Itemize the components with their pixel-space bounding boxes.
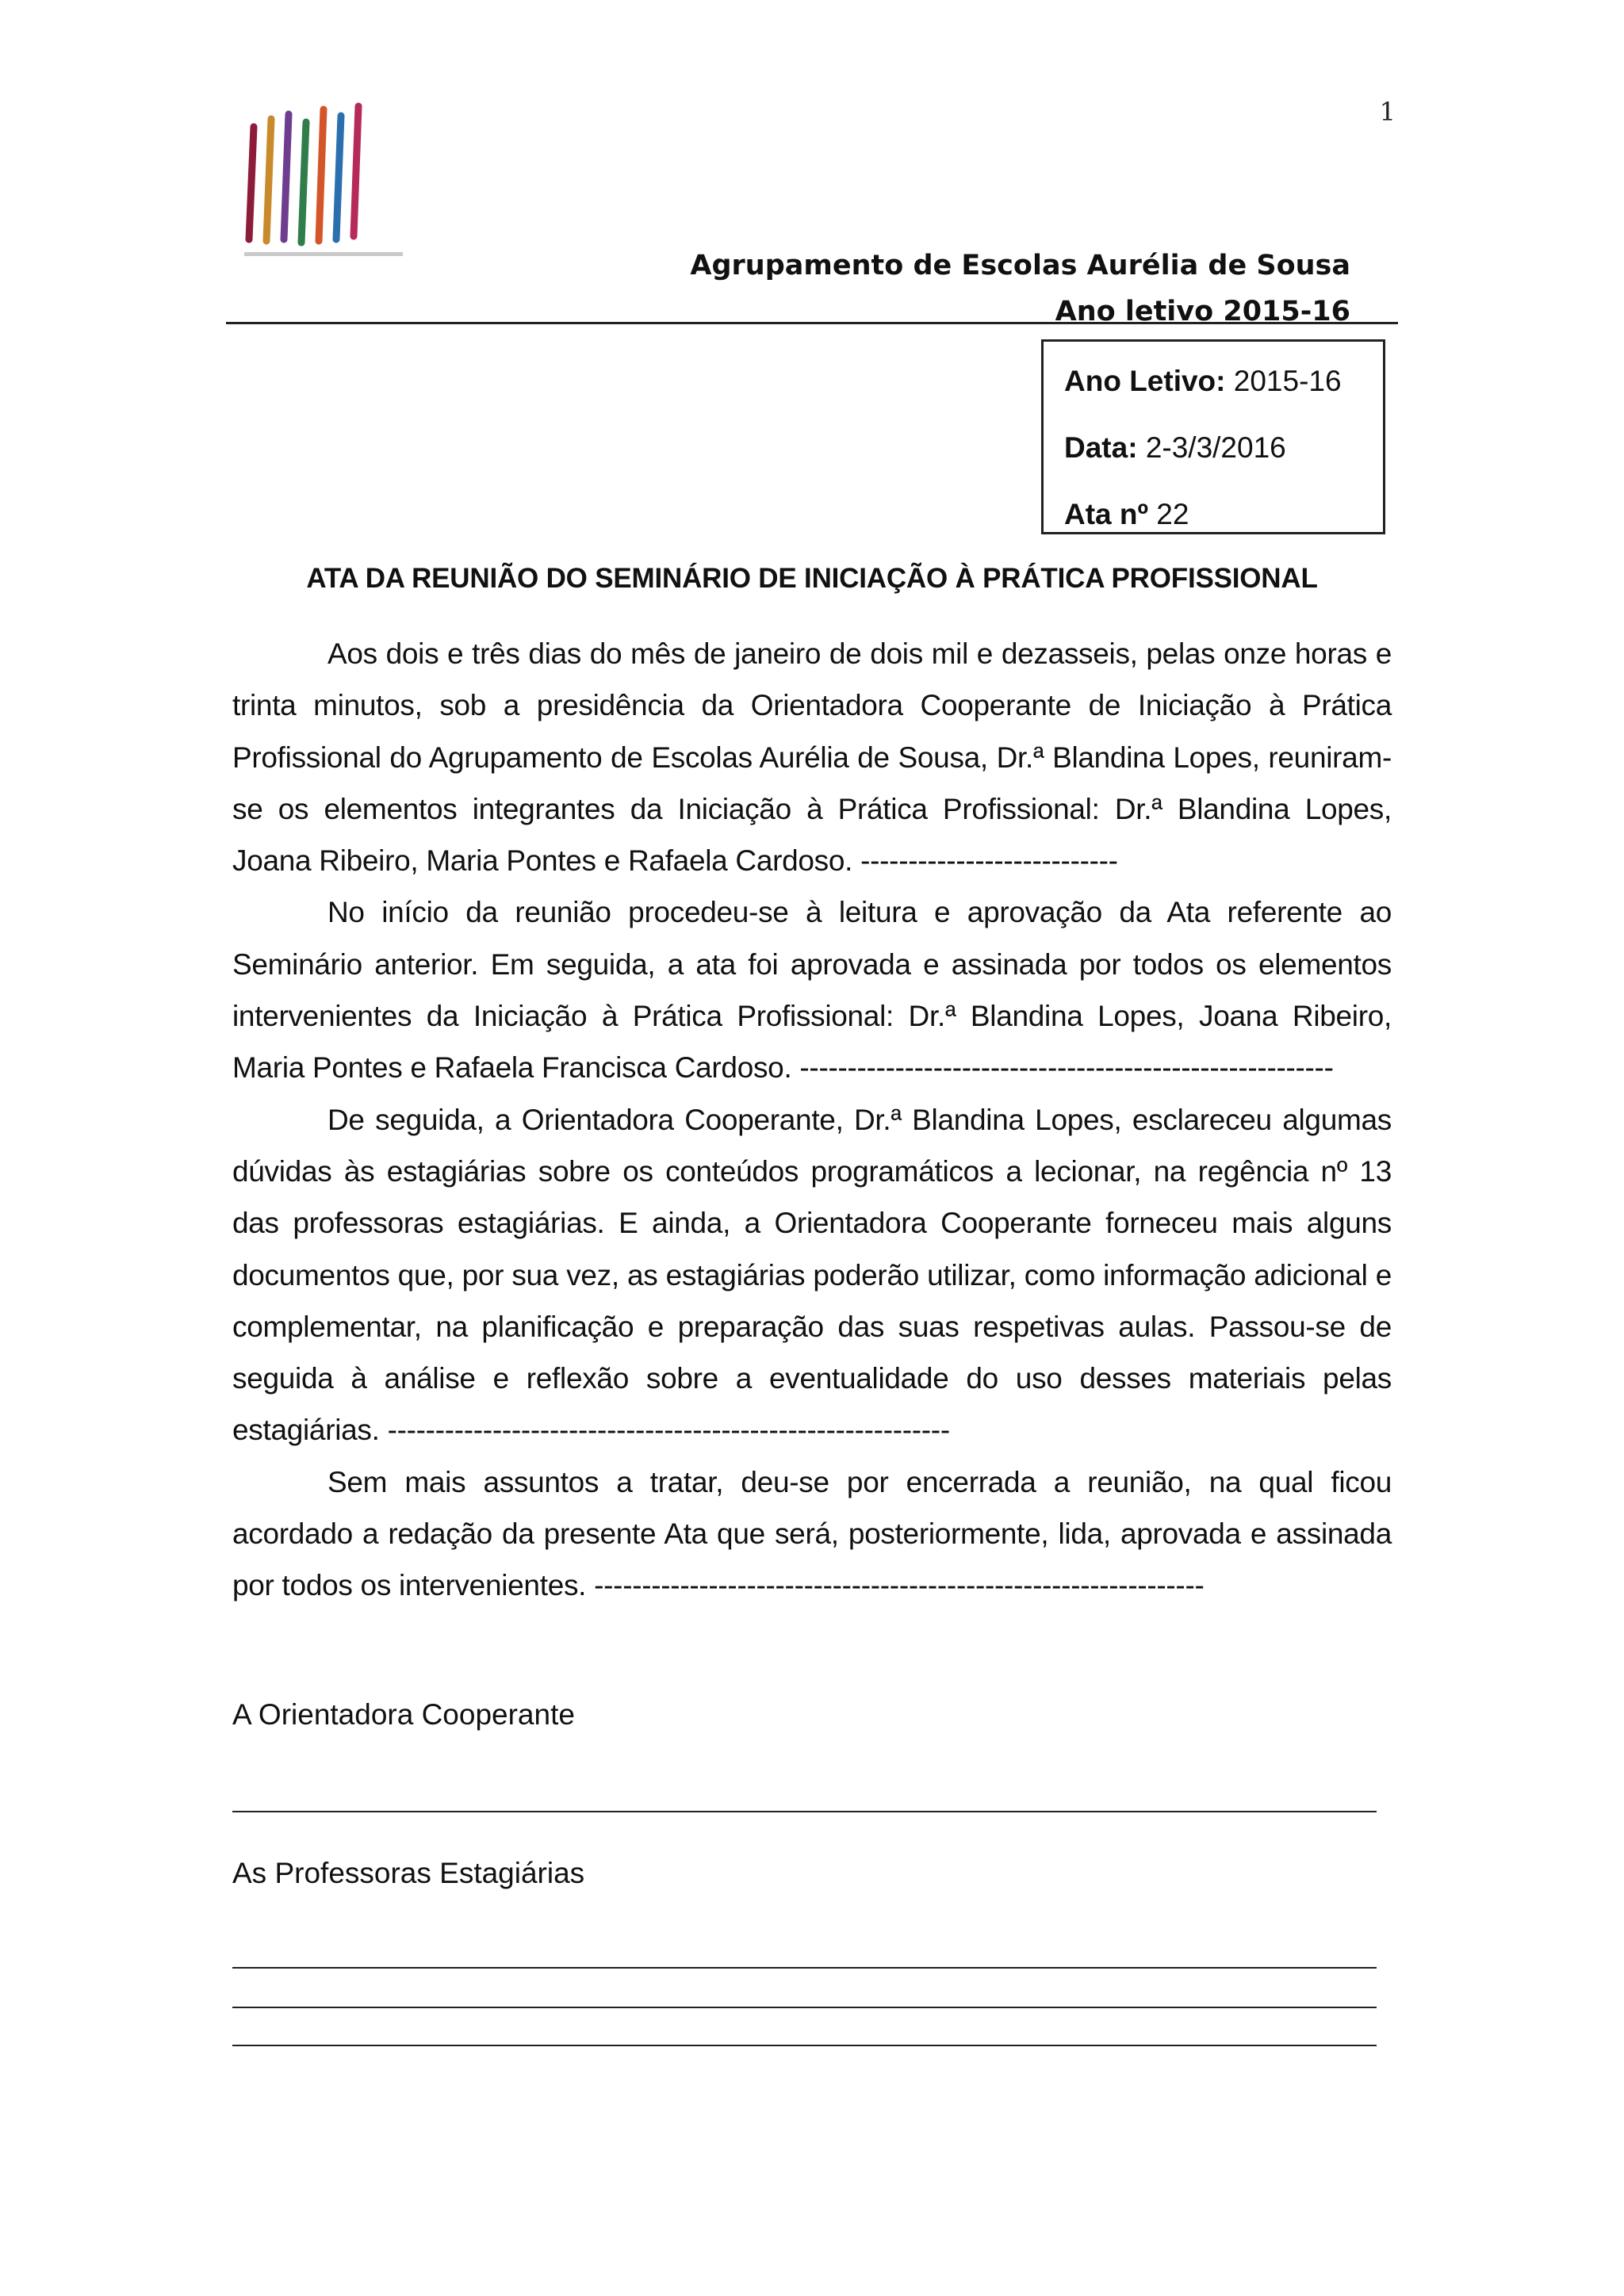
estagiaria-signature-line-1 — [232, 1967, 1377, 1969]
info-ata — [1064, 481, 1383, 548]
logo-stripe — [354, 106, 358, 236]
data-value: 2-3/3/2016 — [1145, 431, 1286, 464]
logo-stripe — [336, 116, 341, 239]
paragraph-opening: Aos dois e três dias do mês de janeiro de dois mil e dezasseis, pelas onze horas e trinta minutos, sob a presidência da Orientadora Cooperante de Iniciação à Prática Profissional do Agrupamento de Escolas Aurélia de Sousa, Dr.ª Blandina Lopes, reuniram-se os elementos integrantes da Iniciação à Prática Profissional: Dr.ª Blandina Lopes, Joana Ribeiro, Maria Pontes e Rafaela Cardoso. --------------------------- — [232, 637, 1392, 878]
ata-label: Ata nº — [1064, 498, 1149, 530]
logo-caption-mark — [244, 252, 403, 256]
estagiarias-signature-label: As Professoras Estagiárias — [232, 1857, 585, 1889]
logo-stripe — [249, 127, 254, 239]
header-divider — [226, 322, 1398, 324]
data-label: Data: — [1064, 431, 1138, 464]
document-title: ATA DA REUNIÃO DO SEMINÁRIO DE INICIAÇÃO À PRÁTICA PROFISSIONAL — [306, 563, 1318, 594]
logo-stripe — [284, 114, 289, 239]
logo-stripe — [301, 122, 306, 243]
header-school-name: Agrupamento de Escolas Aurélia de Sousa — [690, 250, 1350, 281]
header-school-year: Ano letivo 2015-16 — [1055, 296, 1350, 327]
school-logo — [238, 95, 420, 277]
info-ano-letivo — [1064, 348, 1383, 415]
info-data — [1064, 415, 1383, 481]
paragraph-approval: No início da reunião procedeu-se à leitura e aprovação da Ata referente ao Seminário anterior. Em seguida, a ata foi aprovada e assinada por todos os elementos intervenientes da Iniciação à Prática Profissional: Dr.ª Blandina Lopes, Joana Ribeiro, Maria Pontes e Rafaela Francisca Cardoso. -------------------------------------------------------- — [232, 896, 1392, 1085]
ata-value: 22 — [1156, 498, 1189, 530]
page-number: 1 — [1379, 97, 1396, 127]
meeting-info-box — [1041, 339, 1385, 534]
ano-letivo-label: Ano Letivo: — [1064, 365, 1226, 397]
paragraph-discussion: De seguida, a Orientadora Cooperante, Dr.ª Blandina Lopes, esclareceu algumas dúvidas às estagiárias sobre os conteúdos programáticos a lecionar, na regência nº 13 das professoras estagiárias. E ainda, a Orientadora Cooperante forneceu mais alguns documentos que, por sua vez, as estagiárias poderão utilizar, como informação adicional e complementar, na planificação e preparação das suas respetivas aulas. Passou-se de seguida à análise e reflexão sobre a eventualidade do uso desses materiais pelas estagiárias. ----------------------------------------------------------- — [232, 1103, 1392, 1447]
paragraph-closing: Sem mais assuntos a tratar, deu-se por encerrada a reunião, na qual ficou acordado a redação da presente Ata que será, posteriormente, lida, aprovada e assinada por todos os intervenientes. ---------------------------------------------------------------- — [232, 1465, 1392, 1602]
logo-stripe — [266, 119, 271, 241]
orientadora-signature-label: A Orientadora Cooperante — [232, 1698, 575, 1731]
logo-stripe — [319, 109, 324, 241]
orientadora-signature-line — [232, 1811, 1377, 1812]
estagiaria-signature-line-2 — [232, 2007, 1377, 2008]
ano-letivo-value: 2015-16 — [1233, 365, 1342, 397]
minutes-body — [232, 628, 1392, 1612]
header-organization — [690, 243, 1350, 335]
estagiaria-signature-line-3 — [232, 2045, 1377, 2046]
